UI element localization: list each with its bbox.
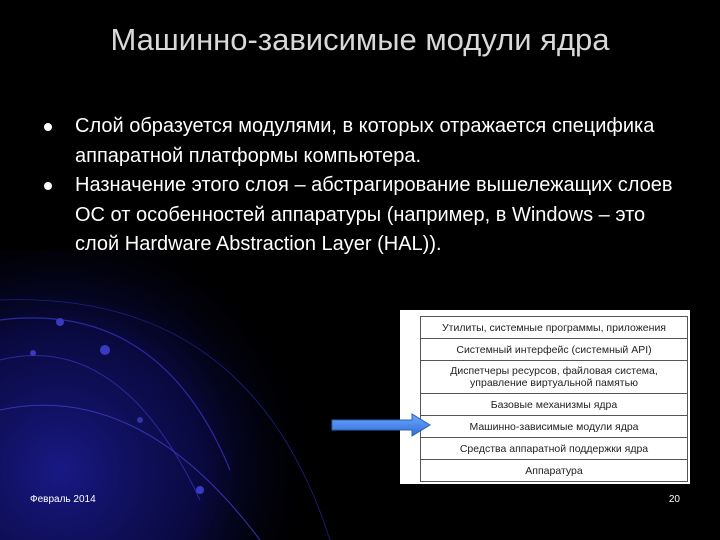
layer-label: Средства аппаратной поддержки ядра xyxy=(459,442,649,455)
bullet-item xyxy=(40,112,680,171)
bullet-list xyxy=(40,112,680,260)
arrow-right-icon xyxy=(330,413,432,437)
layers-stack xyxy=(420,316,688,482)
layer-label: Базовые механизмы ядра xyxy=(490,398,618,411)
layer-label: Аппаратура xyxy=(525,464,583,477)
layer-hardware xyxy=(421,460,687,481)
layer-label: Диспетчеры ресурсов, файловая система, xyxy=(450,365,658,377)
layer-label: Утилиты, системные программы, приложения xyxy=(441,321,666,334)
layer-hardware-support xyxy=(421,438,687,460)
layer-applications xyxy=(421,317,687,339)
slide-number: 20 xyxy=(668,494,680,505)
layer-kernel-base xyxy=(421,394,687,416)
bullet-dot-icon xyxy=(44,123,52,131)
layer-label: Машинно-зависимые модули ядра xyxy=(469,420,639,433)
footer-date: Февраль 2014 xyxy=(30,494,96,505)
slide-title: Машинно-зависимые модули ядра xyxy=(110,22,610,57)
bullet-text: Назначение этого слоя – абстрагирование вышележащих слоев ОС от особенностей аппаратуры (например, в Windows – это слой Hardware Abstraction Layer (HAL)). xyxy=(75,174,673,255)
layer-machine-dependent xyxy=(421,416,687,438)
layer-label: управление виртуальной памятью xyxy=(470,377,638,389)
os-layers-diagram xyxy=(400,310,690,484)
bullet-dot-icon xyxy=(44,182,52,190)
bullet-text: Слой образуется модулями, в которых отражается специфика аппаратной платформы компьютера. xyxy=(75,115,655,167)
layer-system-api xyxy=(421,339,687,361)
layer-resource-managers xyxy=(421,361,687,394)
layer-label: Системный интерфейс (системный API) xyxy=(456,343,652,356)
bullet-item xyxy=(40,171,680,260)
